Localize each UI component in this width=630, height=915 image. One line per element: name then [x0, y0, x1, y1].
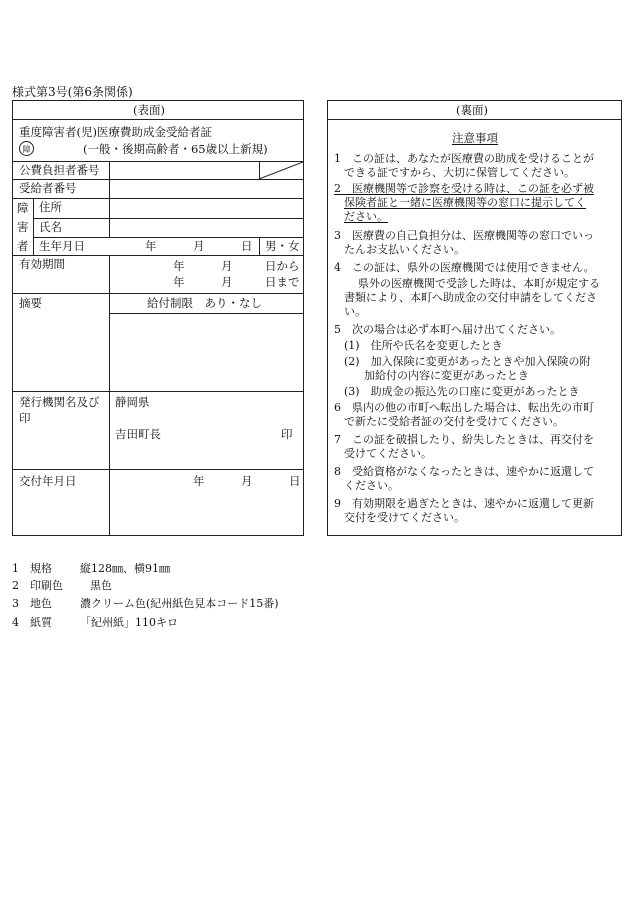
spec-key: 紙質: [30, 616, 52, 629]
spec-value: 縦128㎜、横91㎜: [80, 562, 170, 575]
column-divider: [109, 161, 110, 237]
birth-month-label: 月: [193, 239, 205, 253]
notice-title: 注意事項: [452, 131, 498, 145]
row-divider: [13, 119, 303, 120]
notice-line: 受けてください。: [344, 447, 432, 460]
row-divider: [109, 313, 303, 314]
validity-label: 有効期間: [19, 257, 65, 271]
notice-line: 保険者証と一緒に医療機関等の窓口に提示してく: [344, 196, 586, 209]
mayor-name: 吉田町長: [115, 427, 161, 441]
notice-line: できる証ですから、大切に保管してください。: [344, 166, 575, 179]
issue-month: 月: [241, 474, 253, 488]
certificate-subtitle: (一般・後期高齢者・65歳以上新規): [83, 142, 268, 156]
back-card: [327, 100, 622, 536]
spec-key: 印刷色: [30, 579, 63, 592]
birthdate-label: 生年月日: [39, 239, 85, 253]
notice-line: 5 次の場合は必ず本町へ届け出てください。: [334, 323, 561, 336]
column-divider: [109, 255, 110, 535]
validity-from-label: 日から: [265, 259, 300, 273]
recipient-number-label: 受給者番号: [19, 181, 77, 195]
spec-key: 地色: [30, 597, 52, 610]
birth-day-label: 日: [241, 239, 253, 253]
spec-number: 4: [12, 616, 19, 629]
notice-line: (2) 加入保険に変更があったときや加入保険の附: [344, 355, 591, 368]
notice-line: 3 医療費の自己負担分は、医療機関等の窓口でいっ: [334, 229, 594, 242]
column-divider: [259, 237, 260, 255]
validity-until-year: 年: [173, 275, 185, 289]
birth-year-label: 年: [145, 239, 157, 253]
prefecture-name: 静岡県: [115, 395, 150, 409]
row-divider: [13, 391, 303, 392]
notice-line: 県外の医療機関で受診した時は、本町が規定する: [358, 277, 600, 290]
payer-number-label: 公費負担者番号: [19, 163, 100, 177]
back-heading: (裏面): [456, 103, 488, 117]
form-number-title: 様式第3号(第6条関係): [12, 85, 133, 99]
notice-line: 7 この証を破損したり、紛失したときは、再交付を: [334, 433, 594, 446]
person-side-label: 害: [17, 220, 29, 234]
mayor-seal-label: 印: [281, 427, 293, 441]
validity-from-year: 年: [173, 259, 185, 273]
row-divider: [13, 255, 303, 256]
spec-number: 2: [12, 579, 19, 592]
row-divider: [13, 198, 303, 199]
disability-seal-icon: 障: [19, 141, 34, 156]
notice-line: 交付を受けてください。: [344, 511, 465, 524]
issue-date-label: 交付年月日: [19, 474, 77, 488]
spec-key: 規格: [30, 562, 52, 575]
spec-value: 「紀州紙」110キロ: [80, 616, 178, 629]
address-label: 住所: [39, 200, 62, 214]
notice-line: たんお支払いください。: [344, 243, 465, 256]
notice-line: ださい。: [344, 210, 388, 223]
spec-number: 1: [12, 562, 19, 575]
notice-line: 2 医療機関等で診察を受ける時は、この証を必ず被: [334, 182, 594, 195]
column-divider: [33, 198, 34, 255]
issue-year: 年: [193, 474, 205, 488]
issuer-label-seal: 印: [19, 411, 31, 425]
validity-until-month: 月: [221, 275, 233, 289]
person-side-label: 者: [17, 239, 29, 253]
row-divider: [33, 218, 303, 219]
spec-value: 濃クリーム色(紀州紙色見本コード15番): [80, 597, 279, 610]
validity-from-month: 月: [221, 259, 233, 273]
row-divider: [33, 237, 303, 238]
row-divider: [13, 293, 303, 294]
spec-number: 3: [12, 597, 19, 610]
summary-label: 摘要: [19, 296, 42, 310]
front-heading: (表面): [133, 103, 165, 117]
benefit-limit-label: 給付制限 あり・なし: [147, 296, 262, 310]
column-divider: [259, 161, 260, 179]
notice-line: (3) 助成金の振込先の口座に変更があったとき: [344, 385, 580, 398]
diagonal-stroke: [259, 161, 303, 180]
notice-line: 6 県内の他の市町へ転出した場合は、転出先の市町: [334, 401, 594, 414]
notice-line: ください。: [344, 479, 399, 492]
row-divider: [13, 469, 303, 470]
notice-line: (1) 住所や氏名を変更したとき: [344, 339, 503, 352]
spec-value: 黒色: [90, 579, 112, 592]
notice-line: 8 受給資格がなくなったときは、速やかに返還して: [334, 465, 594, 478]
issue-day: 日: [289, 474, 301, 488]
issuer-label: 発行機関名及び: [19, 395, 100, 409]
notice-line: 1 この証は、あなたが医療費の助成を受けることが: [334, 152, 594, 165]
name-label: 氏名: [39, 220, 62, 234]
notice-line: 9 有効期限を過ぎたときは、速やかに返還して更新: [334, 497, 594, 510]
person-side-label: 障: [17, 201, 29, 215]
validity-until-label: 日まで: [265, 275, 300, 289]
notice-line: で新たに受給者証の交付を受けてください。: [344, 415, 564, 428]
notice-line: 書類により、本町へ助成金の交付申請をしてくださ: [344, 291, 597, 304]
gender-label: 男・女: [265, 239, 300, 253]
certificate-title: 重度障害者(児)医療費助成金受給者証: [19, 125, 212, 139]
notice-line: 4 この証は、県外の医療機関では使用できません。: [334, 261, 595, 274]
front-card: [12, 100, 304, 536]
notice-line: 加給付の内容に変更があったとき: [364, 369, 529, 382]
notice-line: い。: [344, 305, 366, 318]
